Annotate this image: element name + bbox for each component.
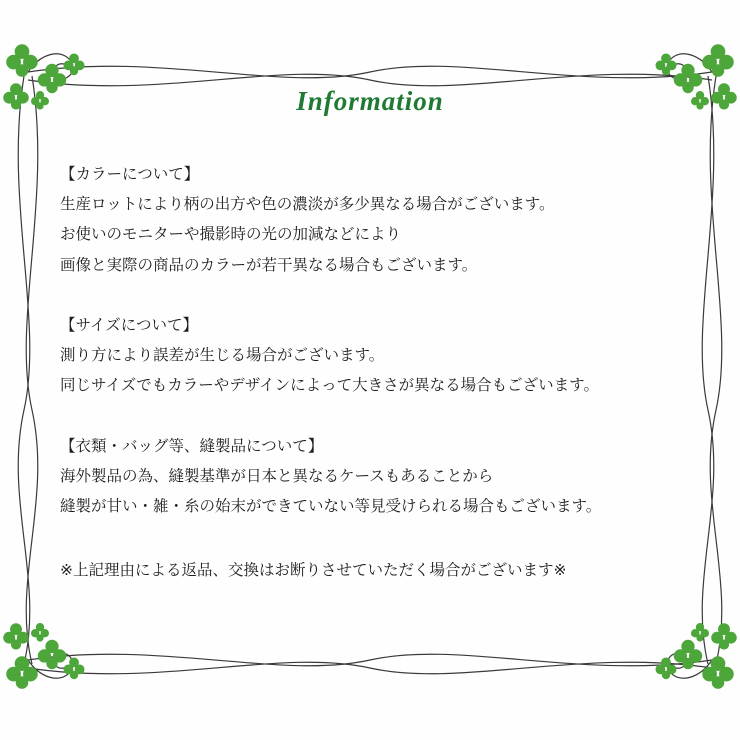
section-heading: 【衣類・バッグ等、縫製品について】 <box>60 436 324 455</box>
section-line: 測り方により誤差が生じる場合がございます。 <box>60 346 385 365</box>
return-policy-note: ※上記理由による返品、交換はお断りさせていただく場合がございます※ <box>60 561 567 580</box>
section-heading: 【サイズについて】 <box>60 315 198 334</box>
section-line: 画像と実際の商品のカラーが若干異なる場合もございます。 <box>60 255 478 274</box>
section-line: 生産ロットにより柄の出方や色の濃淡が多少異なる場合がございます。 <box>60 195 555 214</box>
section-heading: 【カラーについて】 <box>60 165 200 183</box>
section-line: 縫製が甘い・雑・糸の始末ができていない等見受けられる場合もございます。 <box>60 496 602 515</box>
section-line: お使いのモニターや撮影時の光の加減などにより <box>60 225 402 244</box>
page-title: Information <box>296 86 444 116</box>
section-line: 同じサイズでもカラーやデザインによって大きさが異なる場合もございます。 <box>60 376 599 395</box>
sections-container <box>58 159 682 585</box>
section-color <box>60 159 682 280</box>
section-line: 海外製品の為、縫製基準が日本と異なるケースもあることから <box>60 466 494 485</box>
section-size <box>60 310 682 401</box>
section-sewn-products <box>60 431 682 522</box>
